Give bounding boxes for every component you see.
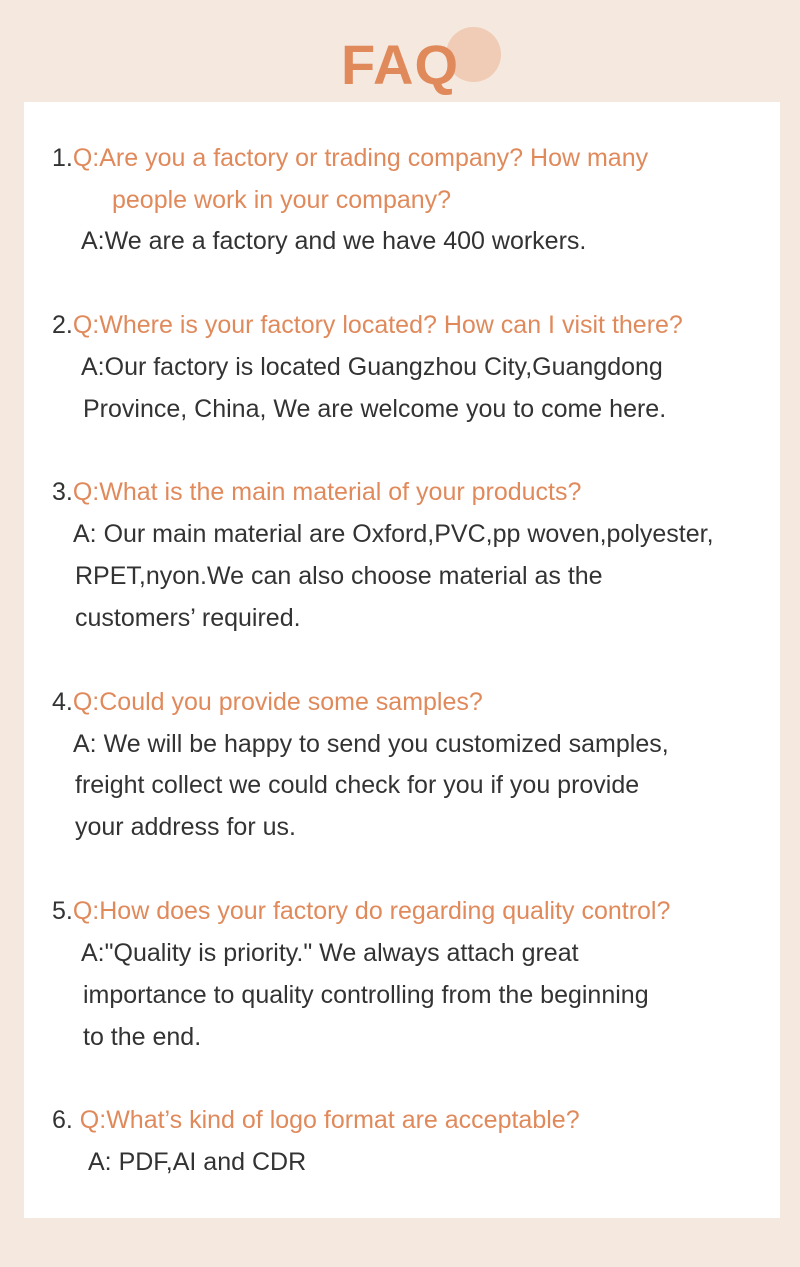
faq-answer-3: A: Our main material are Oxford,PVC,pp woven,polyester,	[73, 520, 714, 548]
faq-answer-2-cont: Province, China, We are welcome you to come here.	[83, 395, 667, 423]
faq-answer-3-cont: customers’ required.	[75, 604, 301, 632]
faq-question-2	[52, 304, 683, 346]
question-text: Q:Where is your factory located? How can I visit there?	[72, 311, 683, 339]
faq-number: 2.	[52, 311, 73, 339]
page-title: FAQ	[340, 33, 460, 96]
faq-answer-5: A:"Quality is priority." We always attach great	[81, 939, 579, 967]
faq-answer-4-cont: your address for us.	[75, 813, 296, 841]
faq-question-6	[52, 1099, 580, 1141]
faq-answer-3-cont: RPET,nyon.We can also choose material as the	[75, 562, 603, 590]
faq-question-1-cont: people work in your company?	[112, 186, 452, 214]
faq-question-5	[52, 890, 670, 932]
faq-answer-4: A: We will be happy to send you customized samples,	[73, 730, 669, 758]
faq-question-4	[52, 681, 483, 723]
question-text: Q:What’s kind of logo format are acceptable?	[79, 1106, 580, 1134]
header	[0, 0, 800, 100]
faq-answer-5-cont: importance to quality controlling from the beginning	[83, 981, 649, 1009]
question-text: Q:What is the main material of your products?	[72, 478, 582, 506]
faq-number: 6.	[52, 1106, 80, 1134]
question-text: Q:How does your factory do regarding quality control?	[72, 897, 671, 925]
faq-number: 1.	[52, 144, 73, 172]
question-text: Q:Could you provide some samples?	[72, 688, 483, 716]
faq-answer-5-cont: to the end.	[83, 1023, 202, 1051]
faq-number: 4.	[52, 688, 73, 716]
faq-number: 5.	[52, 897, 73, 925]
faq-card	[24, 102, 780, 1218]
faq-answer-4-cont: freight collect we could check for you if you provide	[75, 771, 640, 799]
faq-question-3	[52, 471, 581, 513]
faq-answer-6: A: PDF,AI and CDR	[88, 1148, 307, 1176]
faq-answer-2: A:Our factory is located Guangzhou City,Guangdong	[81, 353, 663, 381]
faq-answer-1: A:We are a factory and we have 400 workers.	[81, 227, 587, 255]
question-text: Q:Are you a factory or trading company? How many	[72, 144, 649, 172]
faq-question-1	[52, 137, 648, 179]
faq-number: 3.	[52, 478, 73, 506]
